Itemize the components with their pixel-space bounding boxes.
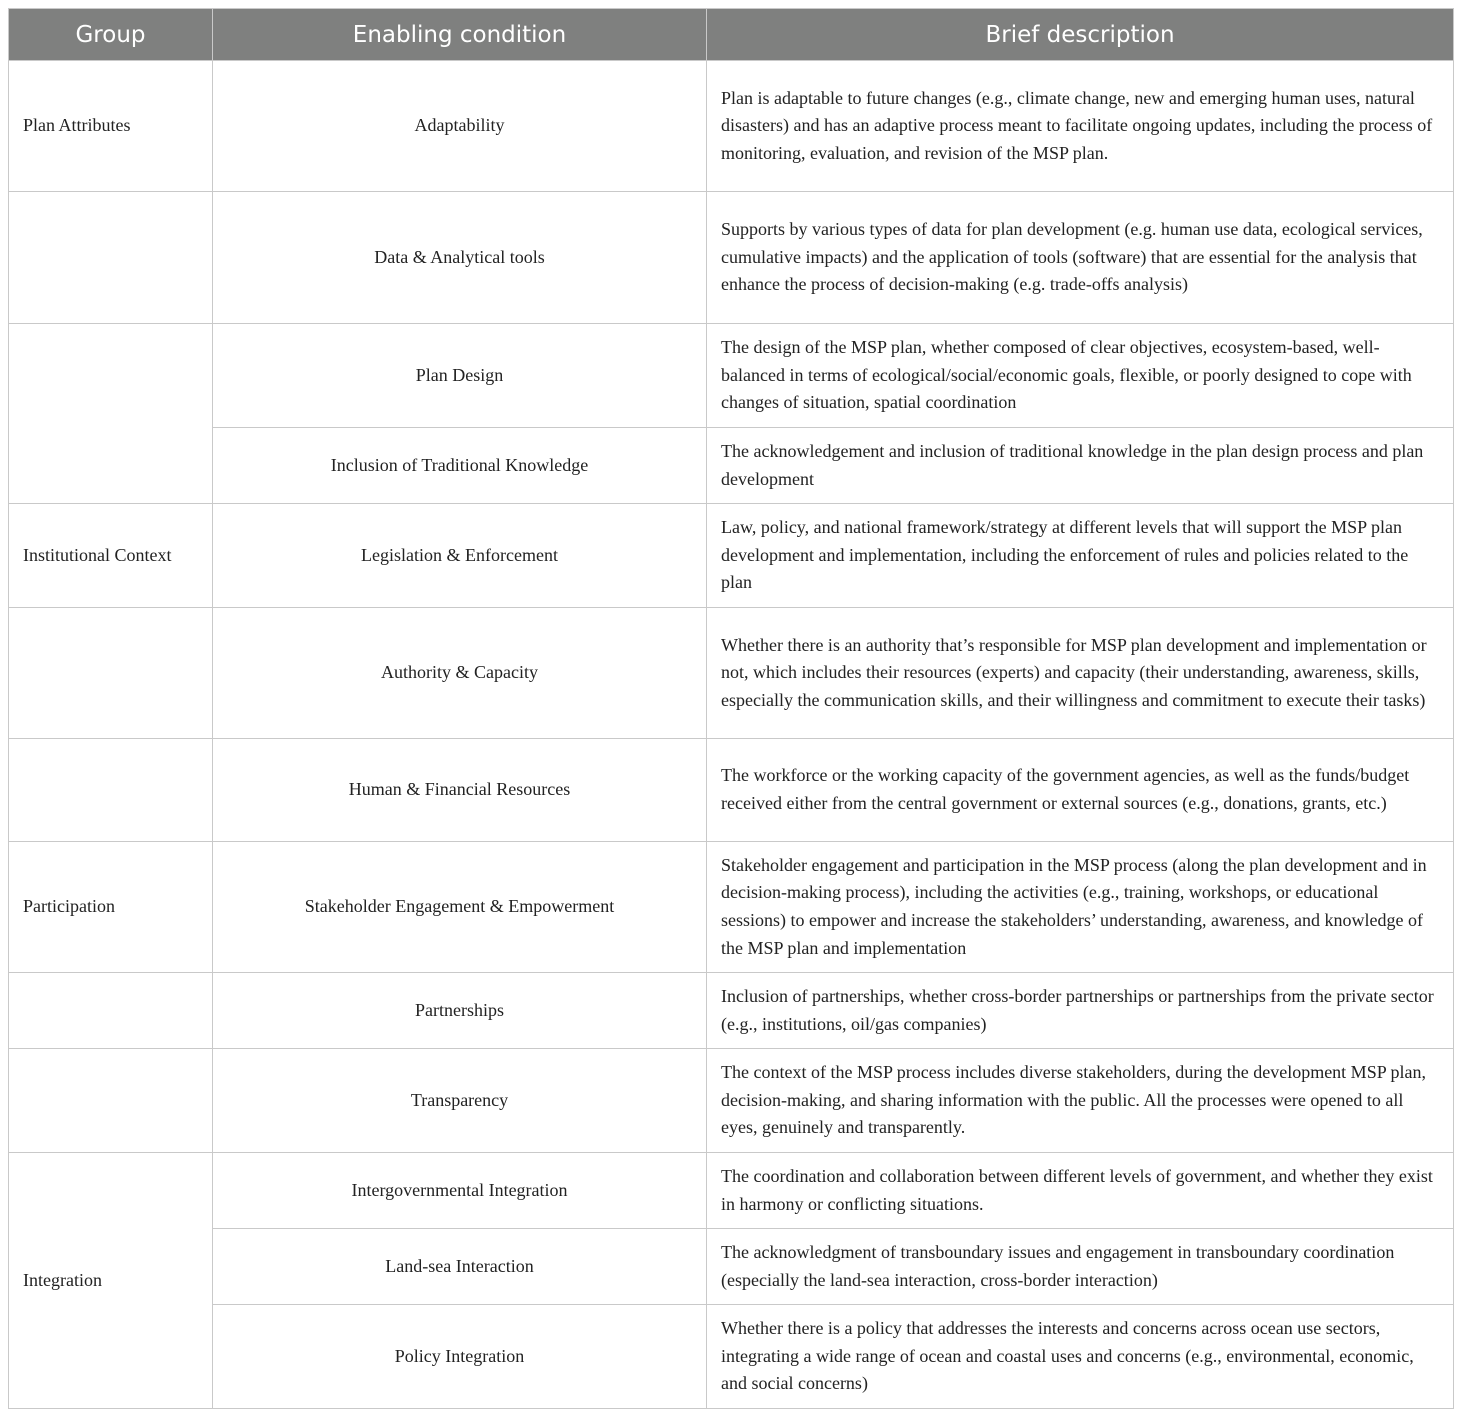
- table-row: [9, 1049, 1454, 1153]
- table-row: [9, 61, 1454, 192]
- condition-cell: Plan Design: [213, 324, 707, 428]
- table-row: [9, 324, 1454, 428]
- condition-cell: Partnerships: [213, 973, 707, 1049]
- condition-cell: Transparency: [213, 1049, 707, 1153]
- table-row: [9, 608, 1454, 739]
- description-cell: Plan is adaptable to future changes (e.g., climate change, new and emerging human uses, natural disasters) and has an adaptive process meant to facilitate ongoing updates, including the process of monitoring, evaluation, and revision of the MSP plan.: [707, 61, 1454, 192]
- group-cell: Plan Attributes: [9, 61, 213, 192]
- description-cell: Whether there is a policy that addresses the interests and concerns across ocean use sectors, integrating a wide range of ocean and coastal uses and concerns (e.g., environmental, economic, and social concerns): [707, 1305, 1454, 1409]
- header-row: [9, 9, 1454, 61]
- table-row: [9, 842, 1454, 973]
- group-cell: [9, 739, 213, 842]
- group-cell: [9, 1049, 213, 1153]
- description-cell: Whether there is an authority that’s responsible for MSP plan development and implementation or not, which includes their resources (experts) and capacity (their understanding, awareness, skills, especially the communication skills, and their willingness and commitment to execute their tasks): [707, 608, 1454, 739]
- description-cell: The context of the MSP process includes diverse stakeholders, during the development MSP plan, decision-making, and sharing information with the public. All the processes were opened to all eyes, genuinely and transparently.: [707, 1049, 1454, 1153]
- description-cell: The acknowledgment of transboundary issues and engagement in transboundary coordination (especially the land-sea interaction, cross-border interaction): [707, 1229, 1454, 1305]
- description-cell: The workforce or the working capacity of the government agencies, as well as the funds/budget received either from the central government or external sources (e.g., donations, grants, etc.): [707, 739, 1454, 842]
- table-row: [9, 1153, 1454, 1229]
- condition-cell: Human & Financial Resources: [213, 739, 707, 842]
- table-row: [9, 973, 1454, 1049]
- description-cell: Law, policy, and national framework/strategy at different levels that will support the MSP plan development and implementation, including the enforcement of rules and policies related to the plan: [707, 504, 1454, 608]
- table-body: [9, 61, 1454, 1409]
- condition-cell: Land-sea Interaction: [213, 1229, 707, 1305]
- group-cell: [9, 324, 213, 504]
- condition-cell: Intergovernmental Integration: [213, 1153, 707, 1229]
- description-cell: Stakeholder engagement and participation in the MSP process (along the plan development and in decision-making process), including the activities (e.g., training, workshops, or educational sessions) to empower and increase the stakeholders’ understanding, awareness, and knowledge of the MSP plan and implementation: [707, 842, 1454, 973]
- enabling-conditions-table: [8, 8, 1454, 1409]
- table-row: [9, 428, 1454, 504]
- description-cell: The design of the MSP plan, whether composed of clear objectives, ecosystem-based, well-balanced in terms of ecological/social/economic goals, flexible, or poorly designed to cope with changes of situation, spatial coordination: [707, 324, 1454, 428]
- description-cell: Supports by various types of data for plan development (e.g. human use data, ecological services, cumulative impacts) and the application of tools (software) that are essential for the analysis that enhance the process of decision-making (e.g. trade-offs analysis): [707, 192, 1454, 324]
- condition-cell: Authority & Capacity: [213, 608, 707, 739]
- group-cell: [9, 973, 213, 1049]
- table-row: [9, 504, 1454, 608]
- group-cell: Institutional Context: [9, 504, 213, 608]
- table-row: [9, 1305, 1454, 1409]
- description-cell: Inclusion of partnerships, whether cross-border partnerships or partnerships from the private sector (e.g., institutions, oil/gas companies): [707, 973, 1454, 1049]
- group-cell: Integration: [9, 1153, 213, 1409]
- condition-cell: Data & Analytical tools: [213, 192, 707, 324]
- table-row: [9, 1229, 1454, 1305]
- header-condition: Enabling condition: [213, 9, 707, 61]
- condition-cell: Stakeholder Engagement & Empowerment: [213, 842, 707, 973]
- header-group: Group: [9, 9, 213, 61]
- condition-cell: Inclusion of Traditional Knowledge: [213, 428, 707, 504]
- group-cell: [9, 192, 213, 324]
- condition-cell: Policy Integration: [213, 1305, 707, 1409]
- group-cell: [9, 608, 213, 739]
- description-cell: The acknowledgement and inclusion of traditional knowledge in the plan design process and plan development: [707, 428, 1454, 504]
- condition-cell: Legislation & Enforcement: [213, 504, 707, 608]
- group-cell: Participation: [9, 842, 213, 973]
- description-cell: The coordination and collaboration between different levels of government, and whether they exist in harmony or conflicting situations.: [707, 1153, 1454, 1229]
- condition-cell: Adaptability: [213, 61, 707, 192]
- header-description: Brief description: [707, 9, 1454, 61]
- table-row: [9, 739, 1454, 842]
- table-row: [9, 192, 1454, 324]
